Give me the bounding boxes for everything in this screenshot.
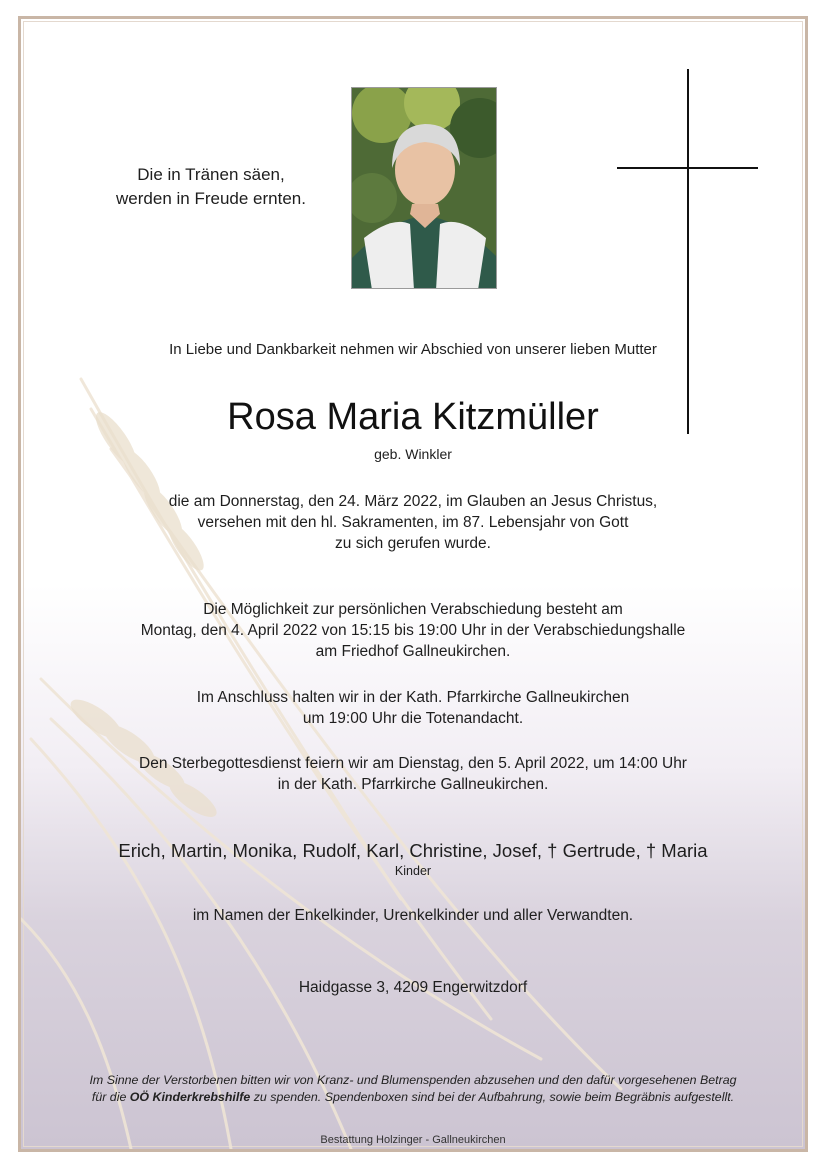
children-names: Erich, Martin, Monika, Rudolf, Karl, Christine, Josef, † Gertrude, † Maria <box>118 840 708 861</box>
undertaker-name: Bestattung Holzinger - Gallneukirchen <box>320 1134 506 1146</box>
cross-vertical-bar <box>687 69 689 434</box>
donation-note-line-2 <box>41 1089 785 1106</box>
farewell-line: Die Möglichkeit zur persönlichen Verabschiedung besteht am <box>203 601 623 618</box>
vigil-line: um 19:00 Uhr die Totenandacht. <box>302 710 524 727</box>
intro-text: In Liebe und Dankbarkeit nehmen wir Abschied von unserer lieben Mutter <box>169 341 657 358</box>
portrait-photo <box>351 87 497 289</box>
farewell-line: am Friedhof Gallneukirchen. <box>315 643 511 660</box>
deceased-name: Rosa Maria Kitzmüller <box>227 396 599 438</box>
children-label: Kinder <box>394 864 432 878</box>
death-notice-line: die am Donnerstag, den 24. März 2022, im Glauben an Jesus Christus, <box>168 493 658 510</box>
charity-name: OÖ Kinderkrebshilfe <box>129 1090 251 1104</box>
vigil-info <box>21 687 805 729</box>
family-address: Haidgasse 3, 4209 Engerwitzdorf <box>298 979 528 996</box>
card-frame <box>18 16 808 1152</box>
bible-verse <box>81 163 341 211</box>
relatives-text: im Namen der Enkelkinder, Urenkelkinder und aller Verwandten. <box>192 907 634 924</box>
funeral-mass-info <box>21 753 805 795</box>
funeral-mass-line: Den Sterbegottesdienst feiern wir am Dienstag, den 5. April 2022, um 14:00 Uhr <box>139 755 687 772</box>
verse-line-2: werden in Freude ernten. <box>116 189 306 208</box>
birth-name: geb. Winkler <box>374 446 452 462</box>
funeral-mass-line: in der Kath. Pfarrkirche Gallneukirchen. <box>277 776 549 793</box>
farewell-line: Montag, den 4. April 2022 von 15:15 bis 19:00 Uhr in der Verabschiedungshalle <box>140 622 686 639</box>
donation-suffix: zu spenden. Spendenboxen sind bei der Aufbahrung, sowie beim Begräbnis aufgestellt. <box>250 1090 735 1104</box>
donation-prefix: für die <box>91 1090 130 1104</box>
death-notice-line: versehen mit den hl. Sakramenten, im 87. Lebensjahr von Gott <box>197 514 629 531</box>
cross-horizontal-bar <box>617 167 758 169</box>
death-notice-line: zu sich gerufen wurde. <box>335 535 491 552</box>
death-notice <box>21 491 805 554</box>
donation-note-line-1: Im Sinne der Verstorbenen bitten wir von Kranz- und Blumenspenden abzusehen und den dafür vorgesehenen Betrag <box>89 1073 737 1087</box>
verse-line-1: Die in Tränen säen, <box>137 165 285 184</box>
vigil-line: Im Anschluss halten wir in der Kath. Pfarrkirche Gallneukirchen <box>196 689 630 706</box>
farewell-info <box>21 599 805 662</box>
donation-note <box>41 1072 785 1106</box>
